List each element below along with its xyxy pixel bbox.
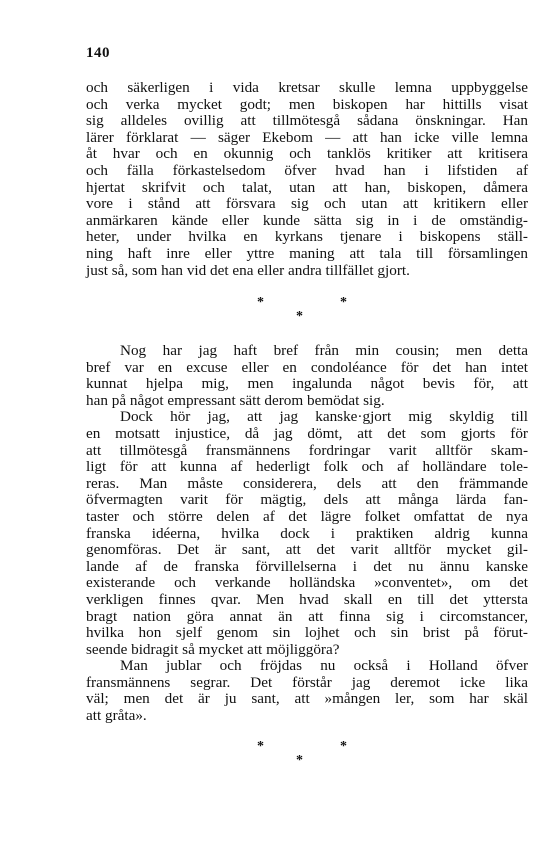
asterisk: * bbox=[257, 739, 264, 754]
text-line: hvilka hon sjelf genom sin lojhet och sin brist på förut- bbox=[86, 624, 528, 642]
text-line: kunnat hjelpa mig, men ingalunda något bevis för, att bbox=[86, 375, 528, 393]
asterisk: * bbox=[340, 739, 347, 754]
text-line: och säkerligen i vida kretsar skulle lemna uppbyggelse bbox=[86, 79, 528, 96]
text-line: franska idéerna, hvilka dock i praktiken aldrig kunna bbox=[86, 524, 528, 542]
text-line: ning haft inre eller yttre maning att tala till församlingen bbox=[86, 244, 528, 262]
asterisk: * bbox=[257, 295, 264, 310]
text-line: seende bidragit så mycket att möjliggöra? bbox=[86, 640, 340, 658]
text-line: Nog har jag haft bref från min cousin; men detta bbox=[120, 342, 528, 359]
page-number: 140 bbox=[86, 45, 110, 61]
text-line: åt hvar och en okunnig och tanklös kritiker att kritisera bbox=[86, 145, 528, 163]
letter-section bbox=[86, 343, 528, 725]
asterisk: * bbox=[296, 753, 303, 768]
text-line: och fälla förkastelsedom öfver hvad han i lifstiden af bbox=[86, 161, 528, 179]
text-line: verkligen finnes qvar. Men hvad skall en till det yttersta bbox=[86, 590, 528, 608]
text-line: lande af de franska förvillelserna i det nu ännu kanske bbox=[86, 557, 528, 575]
text-line: bragt nation göra annat än att finna sig i circomstancer, bbox=[86, 607, 528, 625]
text-line: öfvermagten varit för mägtig, dels att många lärda fan- bbox=[86, 491, 528, 509]
text-line: taster och större delen af det lägre folket omfattat de nya bbox=[86, 507, 528, 525]
text-line: Dock hör jag, att jag kanske·gjort mig skyldig till bbox=[120, 408, 528, 426]
text-line: Man jublar och fröjdas nu också i Holland öfver bbox=[120, 657, 528, 675]
asterisk: * bbox=[340, 295, 347, 310]
text-line: han på något empressant sätt derom bemödat sig. bbox=[86, 391, 385, 409]
section-divider-asterism bbox=[0, 739, 560, 769]
asterisk: * bbox=[296, 309, 303, 324]
text-line: fransmännens segrar. Det förstår jag deremot icke lika bbox=[86, 673, 528, 691]
text-line: väl; men det är ju sant, att »mången ler, som har skäl bbox=[86, 690, 528, 708]
text-line: ligt för att kunna af hederligt folk och af holländare tole- bbox=[86, 458, 528, 476]
text-line: just så, som han vid det ena eller andra tillfället gjort. bbox=[86, 261, 410, 279]
text-line: genomföras. Det är sant, att det varit alltför mycket gil- bbox=[86, 541, 528, 559]
text-line: existerande och verkande holländska »conventet», om det bbox=[86, 574, 528, 592]
text-line: och verka mycket godt; men biskopen har hittills visat bbox=[86, 95, 528, 113]
text-line: heter, under hvilka en kyrkans tjenare i biskopens ställ- bbox=[86, 228, 528, 246]
text-line: reras. Man måste considerera, dels att den främmande bbox=[86, 474, 528, 492]
text-line: hjertat skrifvit och talat, utan att han, biskopen, dåmera bbox=[86, 178, 528, 196]
text-line: att tillmötesgå fransmännens fordringar varit alltför skam- bbox=[86, 441, 528, 459]
text-line: sig alldeles ovillig att tillmötesgå sådana önskningar. Han bbox=[86, 112, 528, 130]
text-line: anmärkaren kände eller kunde sätta sig in i de omständig- bbox=[86, 211, 528, 229]
paragraph-ekebom bbox=[86, 80, 528, 279]
text-line: en motsatt injustice, då jag dömt, att det som gjorts för bbox=[86, 424, 528, 442]
text-line: lärer förklarat — säger Ekebom — att han icke ville lemna bbox=[86, 128, 528, 146]
text-line: bref var en excuse eller en condoléance för det han intet bbox=[86, 358, 528, 376]
section-divider-asterism bbox=[0, 295, 560, 325]
text-line: att gråta». bbox=[86, 707, 147, 725]
text-line: vore i stånd att försvara sig och utan att kritikern eller bbox=[86, 195, 528, 213]
